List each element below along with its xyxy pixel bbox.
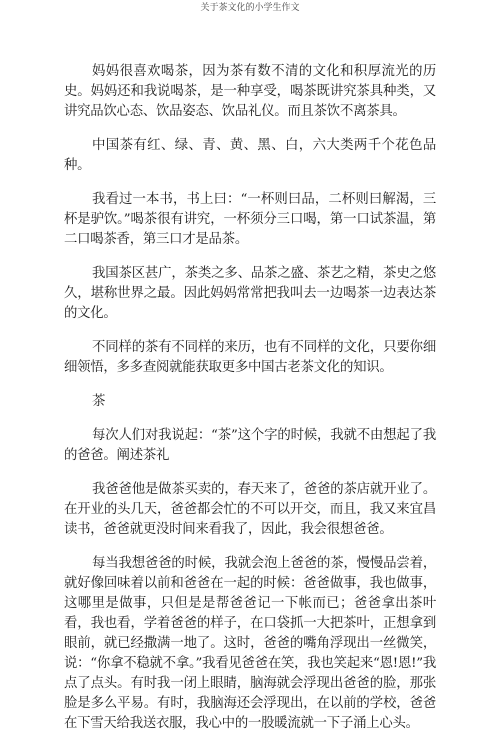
paragraph-mom-loves-tea: 妈妈很喜欢喝茶，因为茶有数不清的文化和积厚流光的历史。妈妈还和我说喝茶，是一种享受，喝茶既讲究茶具种类，又讲究品饮心态、饮品姿态、饮品礼仪。而且茶饮不离茶具。 [64,64,436,119]
paragraph-dad-tea-business: 我爸爸他是做茶买卖的，春天来了，爸爸的茶店就开业了。在开业的头几天，爸爸都会忙的不可以开交，而且，我又来宜昌读书，爸爸就更没时间来看我了，因此，我会很想爸爸。 [64,482,436,537]
paragraph-think-of-dad: 每次人们对我说起：“茶”这个字的时候，我就不由想起了我的爸爸。阐述茶礼 [64,428,436,463]
page-header: 关于茶文化的小学生作文 [200,3,300,13]
document-body [64,62,436,748]
paragraph-tea-origins: 不同样的茶有不同样的来历，也有不同样的文化，只要你细细领悟，多多查阅就能获取更多中国古老茶文化的知识。 [64,340,436,375]
paragraph-tea-regions: 我国茶区甚广，茶类之多、品茶之盛、茶艺之精，茶史之悠久，堪称世界之最。因此妈妈常常把我叫去一边喝茶一边表达茶的文化。 [64,266,436,321]
paragraph-six-tea-types: 中国茶有红、绿、青、黄、黑、白，六大类两千个花色品种。 [64,138,436,173]
paragraph-book-quote: 我看过一本书，书上曰：“一杯则曰品，二杯则曰解渴，三杯是驴饮。”喝茶很有讲究，一杯须分三口喝，第一口试茶温，第二口喝茶香，第三口才是品茶。 [64,192,436,247]
section-heading-tea: 茶 [92,394,106,409]
paragraph-missing-dad: 每当我想爸爸的时候，我就会泡上爸爸的茶，慢慢品尝着，就好像回味着以前和爸爸在一起的时候：爸爸做事，我也做事，这哪里是做事，只但是是帮爸爸记一下帐而已；爸爸拿出茶叶看，我也看，学着爸爸的样子，在口袋抓一大把茶叶，正想拿到眼前，就已经撒满一地了。这时，爸爸的嘴角浮现出一丝微笑，说：“你拿不稳就不拿。”我看见爸爸在笑，我也笑起来“恩!恩!”我点了点头。有时我一闭上眼睛，脑海就会浮现出爸爸的脸，那张脸是多么平易。有时，我脑海还会浮现出，在以前的学校，爸爸在下雪天给我送衣服，我心中的一股暖流就一下子涌上心头。 [64,556,436,731]
